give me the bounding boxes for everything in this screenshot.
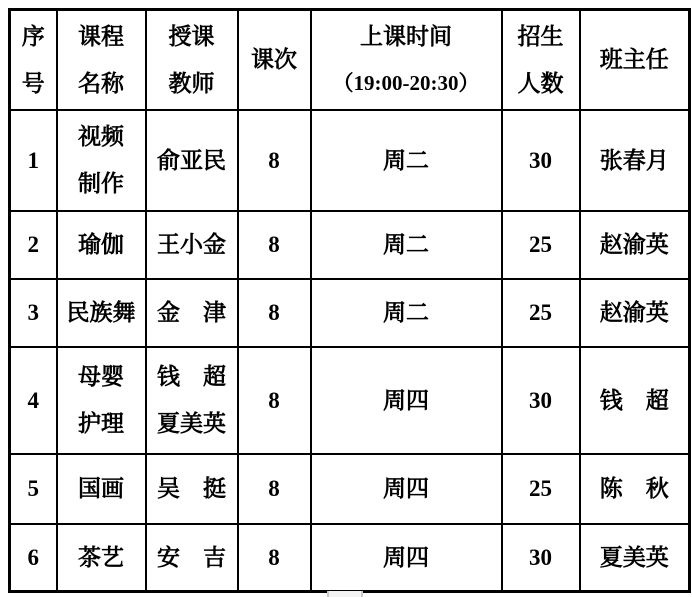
cell-serial <box>10 524 57 592</box>
header-cell-sessions <box>238 10 311 110</box>
cell-text: 8 <box>268 300 280 325</box>
header-cell-course-name <box>57 10 146 110</box>
cell-teacher <box>146 524 238 592</box>
cell-course-name <box>57 211 146 279</box>
cell-text: 视频 <box>78 124 124 149</box>
cell-enrollment <box>502 347 580 454</box>
cell-class-time <box>311 347 502 454</box>
cell-head-teacher <box>580 454 690 524</box>
cell-teacher <box>146 211 238 279</box>
header-cell-serial <box>10 10 57 110</box>
header-label-line: 课次 <box>251 47 297 73</box>
cell-teacher <box>146 279 238 347</box>
cell-head-teacher <box>580 347 690 454</box>
cell-text: 周二 <box>383 232 429 257</box>
cell-text: 8 <box>268 387 280 413</box>
cell-course-name <box>57 279 146 347</box>
cell-text: 母婴 <box>78 364 124 389</box>
cell-class-time <box>311 279 502 347</box>
cell-text: 30 <box>529 544 552 570</box>
cell-text: 8 <box>268 544 280 570</box>
cell-enrollment <box>502 110 580 211</box>
cell-serial <box>10 347 57 454</box>
header-row <box>10 10 690 110</box>
cell-text: 制作 <box>78 171 124 196</box>
header-cell-head-teacher <box>580 10 690 110</box>
cell-text: 瑜伽 <box>78 232 124 257</box>
cell-text: 30 <box>529 147 552 173</box>
header-label-line: 教师 <box>168 70 215 96</box>
cell-enrollment <box>502 211 580 279</box>
header-label-line: 序 <box>21 23 45 49</box>
cell-teacher <box>146 110 238 211</box>
course-schedule-table <box>8 8 691 593</box>
cell-text: 周四 <box>383 387 429 413</box>
cell-text: 周二 <box>383 300 429 325</box>
cell-text: 周四 <box>383 476 429 501</box>
cell-text: 周四 <box>383 544 429 570</box>
cell-teacher <box>146 347 238 454</box>
cell-serial <box>10 110 57 211</box>
cell-sessions <box>238 211 311 279</box>
cell-text: 安 吉 <box>157 544 226 570</box>
cell-text: 民族舞 <box>66 300 136 325</box>
cell-enrollment <box>502 279 580 347</box>
cell-text: 吴 挺 <box>157 476 226 501</box>
cell-head-teacher <box>580 524 690 592</box>
cell-text: 赵渝英 <box>599 232 669 257</box>
cell-text: 赵渝英 <box>599 300 669 325</box>
cell-text: 夏美英 <box>599 544 669 570</box>
cell-text: 张春月 <box>599 147 669 173</box>
cell-text: 6 <box>27 544 39 570</box>
header-label-line: 课程 <box>78 23 124 49</box>
cell-serial <box>10 211 57 279</box>
cell-serial <box>10 454 57 524</box>
table-row <box>10 279 690 347</box>
header-cell-enrollment <box>502 10 580 110</box>
cell-text: 夏美英 <box>157 411 226 436</box>
cell-head-teacher <box>580 110 690 211</box>
cell-course-name <box>57 110 146 211</box>
cell-text: 30 <box>529 387 552 413</box>
cell-text: 钱 超 <box>599 387 669 413</box>
cell-text: 茶艺 <box>78 544 124 570</box>
cell-text: 8 <box>268 147 280 173</box>
cell-text: 钱 超 <box>157 364 226 389</box>
table-row <box>10 211 690 279</box>
cell-course-name <box>57 347 146 454</box>
cell-sessions <box>238 454 311 524</box>
header-label-line: 名称 <box>78 70 124 96</box>
cell-class-time <box>311 211 502 279</box>
cell-head-teacher <box>580 211 690 279</box>
cell-text: 25 <box>529 300 552 325</box>
header-cell-class-time <box>311 10 502 110</box>
cell-sessions <box>238 347 311 454</box>
cell-text: 2 <box>27 232 39 257</box>
cell-class-time <box>311 524 502 592</box>
partial-ui-fragment <box>327 591 363 597</box>
cell-class-time <box>311 454 502 524</box>
cell-sessions <box>238 110 311 211</box>
cell-text: 国画 <box>78 476 124 501</box>
cell-sessions <box>238 279 311 347</box>
cell-text: 3 <box>27 300 39 325</box>
header-cell-teacher <box>146 10 238 110</box>
cell-course-name <box>57 524 146 592</box>
cell-class-time <box>311 110 502 211</box>
header-label-line: 人数 <box>517 70 564 96</box>
cell-text: 25 <box>529 232 552 257</box>
cell-text: 8 <box>268 476 280 501</box>
cell-text: 王小金 <box>157 232 226 257</box>
cell-course-name <box>57 454 146 524</box>
cell-text: 25 <box>529 476 552 501</box>
header-label-line: 授课 <box>168 23 215 49</box>
cell-head-teacher <box>580 279 690 347</box>
cell-text: 8 <box>268 232 280 257</box>
header-label-line: （19:00-20:30） <box>332 70 480 95</box>
header-label-line: 招生 <box>517 23 564 49</box>
cell-enrollment <box>502 454 580 524</box>
cell-text: 1 <box>27 147 39 173</box>
table-row <box>10 347 690 454</box>
cell-teacher <box>146 454 238 524</box>
cell-text: 4 <box>27 387 39 413</box>
cell-text: 陈 秋 <box>599 476 669 501</box>
cell-text: 5 <box>27 476 39 501</box>
cell-text: 周二 <box>383 147 429 173</box>
cell-text: 护理 <box>78 411 124 436</box>
cell-serial <box>10 279 57 347</box>
table-row <box>10 524 690 592</box>
cell-text: 俞亚民 <box>157 147 226 173</box>
table-row <box>10 110 690 211</box>
header-label-line: 上课时间 <box>360 23 452 49</box>
header-label-line: 号 <box>21 70 45 96</box>
table-row <box>10 454 690 524</box>
cell-enrollment <box>502 524 580 592</box>
header-label-line: 班主任 <box>599 47 669 73</box>
cell-sessions <box>238 524 311 592</box>
cell-text: 金 津 <box>157 300 226 325</box>
